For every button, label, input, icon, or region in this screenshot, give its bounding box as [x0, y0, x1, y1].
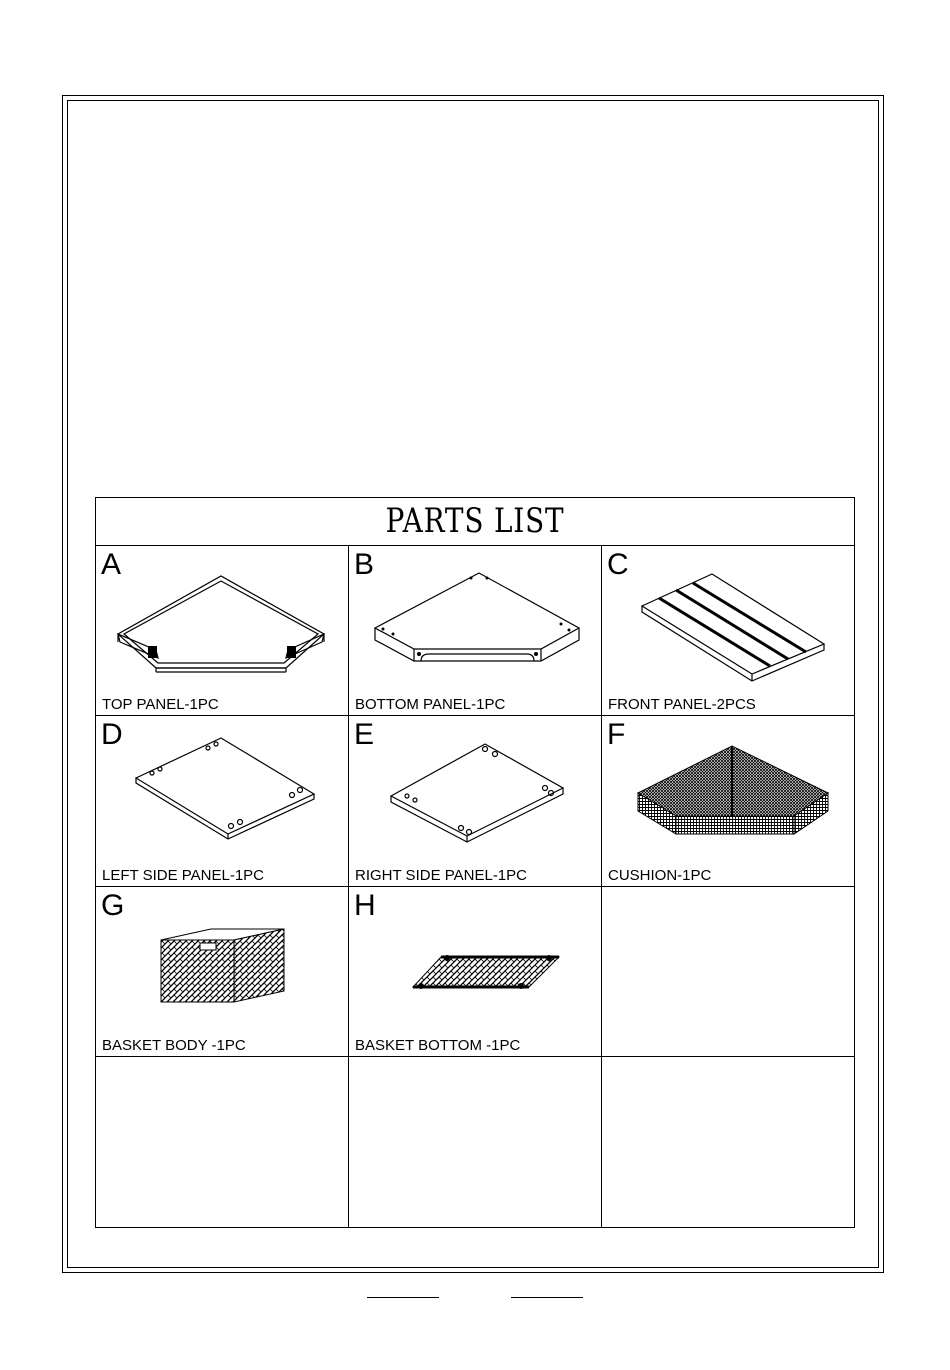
bottom-panel-icon [349, 546, 602, 716]
part-letter: H [354, 889, 376, 922]
empty-cell [96, 1057, 349, 1227]
part-label: CUSHION-1PC [608, 867, 712, 884]
part-cell-d [96, 716, 349, 887]
part-letter: G [101, 889, 125, 922]
part-cell-c [602, 546, 854, 716]
part-cell-b [349, 546, 602, 716]
top-panel-icon [96, 546, 349, 716]
parts-list-table [95, 497, 855, 1228]
part-label: FRONT PANEL-2PCS [608, 696, 756, 713]
part-letter: A [101, 548, 122, 581]
basket-body-icon [96, 887, 349, 1057]
part-label: BOTTOM PANEL-1PC [355, 696, 506, 713]
empty-cell [349, 1057, 602, 1227]
part-cell-h [349, 887, 602, 1057]
empty-cell [602, 887, 854, 1057]
part-letter: E [354, 718, 375, 751]
part-label: LEFT SIDE PANEL-1PC [102, 867, 264, 884]
part-label: TOP PANEL-1PC [102, 696, 219, 713]
basket-bottom-icon [349, 887, 602, 1057]
part-cell-f [602, 716, 854, 887]
part-cell-g [96, 887, 349, 1057]
parts-list-title: PARTS LIST [385, 501, 565, 541]
part-label: BASKET BODY -1PC [102, 1037, 246, 1054]
part-letter: D [101, 718, 123, 751]
front-panel-icon [602, 546, 854, 716]
part-label: RIGHT SIDE PANEL-1PC [355, 867, 527, 884]
parts-grid [96, 546, 854, 1227]
part-letter: F [607, 718, 626, 751]
part-label: BASKET BOTTOM -1PC [355, 1037, 521, 1054]
part-letter: C [607, 548, 629, 581]
left-side-panel-icon [96, 716, 349, 887]
part-cell-e [349, 716, 602, 887]
right-side-panel-icon [349, 716, 602, 887]
part-letter: B [354, 548, 375, 581]
cushion-icon [602, 716, 854, 887]
empty-cell [602, 1057, 854, 1227]
footer-line-left [367, 1297, 439, 1298]
parts-list-header [96, 498, 854, 546]
footer-line-right [511, 1297, 583, 1298]
part-cell-a [96, 546, 349, 716]
